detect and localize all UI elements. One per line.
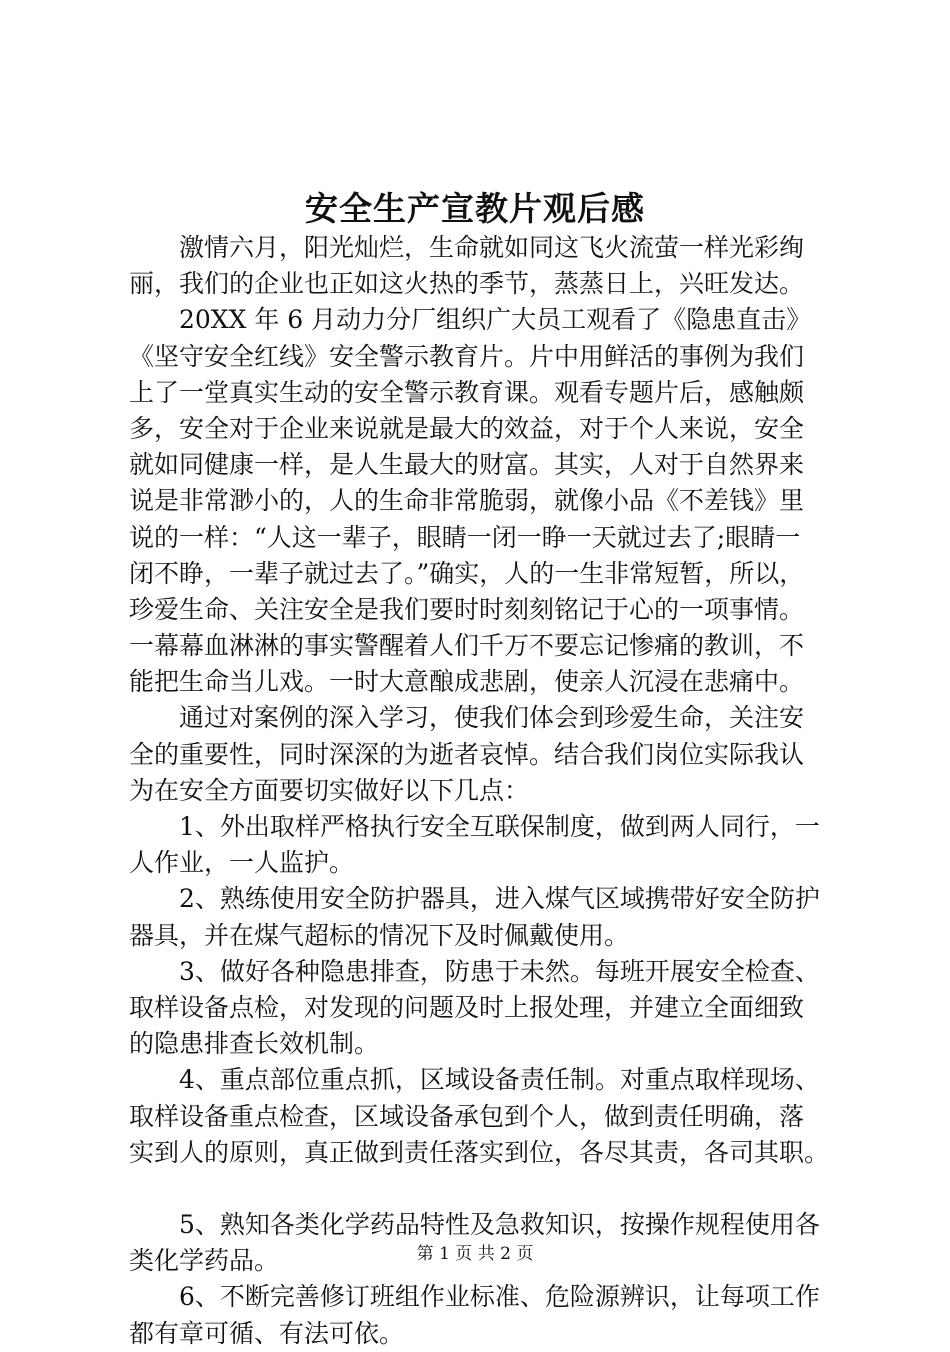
text-line: 实到人的原则，真正做到责任落实到位，各尽其责，各司其职。 xyxy=(129,1137,830,1167)
text-line: 能把生命当儿戏。一时大意酿成悲剧，使亲人沉浸在悲痛中。 xyxy=(129,667,805,697)
blank-line xyxy=(129,1171,841,1207)
document-body xyxy=(129,230,841,1352)
text-line: 就如同健康一样，是人生最大的财富。其实，人对于自然界来 xyxy=(129,450,805,480)
text-line: 5、熟知各类化学药品特性及急救知识，按操作规程使用各 xyxy=(179,1210,820,1240)
text-line: 取样设备点检，对发现的问题及时上报处理，并建立全面细致 xyxy=(129,992,805,1022)
text-line: 器具，并在煤气超标的情况下及时佩戴使用。 xyxy=(129,920,630,950)
text-line: 多，安全对于企业来说就是最大的效益，对于个人来说，安全 xyxy=(129,413,805,443)
document-title: 安全生产宣教片观后感 xyxy=(305,189,645,228)
text-line: 说的一样：“人这一辈子，眼睛一闭一睁一天就过去了;眼睛一 xyxy=(129,522,801,552)
text-line: 都有章可循、有法可依。 xyxy=(129,1318,405,1348)
text-line: 1、外出取样严格执行安全互联保制度，做到两人同行，一 xyxy=(179,812,820,841)
text-line: 的隐患排查长效机制。 xyxy=(129,1029,380,1059)
text-line: 一幕幕血淋淋的事实警醒着人们千万不要忘记惨痛的教训，不 xyxy=(129,631,805,661)
text-line: 2、熟练使用安全防护器具，进入煤气区域携带好安全防护 xyxy=(179,884,820,914)
text-line: 4、重点部位重点抓，区域设备责任制。对重点取样现场、 xyxy=(179,1065,820,1095)
text-line: 3、做好各种隐患排查，防患于未然。每班开展安全检查、 xyxy=(179,956,820,986)
text-line: 闭不睁，一辈子就过去了。”确实，人的一生非常短暂，所以， xyxy=(129,558,805,588)
text-line: 人作业，一人监护。 xyxy=(129,848,355,878)
text-line: 为在安全方面要切实做好以下几点： xyxy=(129,775,530,805)
text-line: 通过对案例的深入学习，使我们体会到珍爱生命，关注安 xyxy=(179,703,805,733)
text-line: 说是非常渺小的，人的生命非常脆弱，就像小品《不差钱》里 xyxy=(129,486,805,516)
text-line: 20XX 年 6 月动力分厂组织广大员工观看了《隐患直击》 xyxy=(179,305,812,335)
text-line: 珍爱生命、关注安全是我们要时时刻刻铭记于心的一项事情。 xyxy=(129,594,805,624)
text-line: 6、不断完善修订班组作业标准、危险源辨识，让每项工作 xyxy=(179,1282,820,1312)
text-line: 丽，我们的企业也正如这火热的季节，蒸蒸日上，兴旺发达。 xyxy=(129,269,805,299)
text-line: 类化学药品。 xyxy=(129,1246,280,1276)
text-line: 激情六月，阳光灿烂，生命就如同这飞火流萤一样光彩绚 xyxy=(179,233,805,262)
page-footer: 第 1 页 共 2 页 xyxy=(416,1244,534,1264)
text-line: 上了一堂真实生动的安全警示教育课。观看专题片后，感触颇 xyxy=(129,377,805,407)
text-line: 全的重要性，同时深深的为逝者哀悼。结合我们岗位实际我认 xyxy=(129,739,805,769)
text-line: 取样设备重点检查，区域设备承包到个人，做到责任明确，落 xyxy=(129,1101,805,1131)
text-line: 《坚守安全红线》安全警示教育片。片中用鲜活的事例为我们 xyxy=(129,341,805,371)
